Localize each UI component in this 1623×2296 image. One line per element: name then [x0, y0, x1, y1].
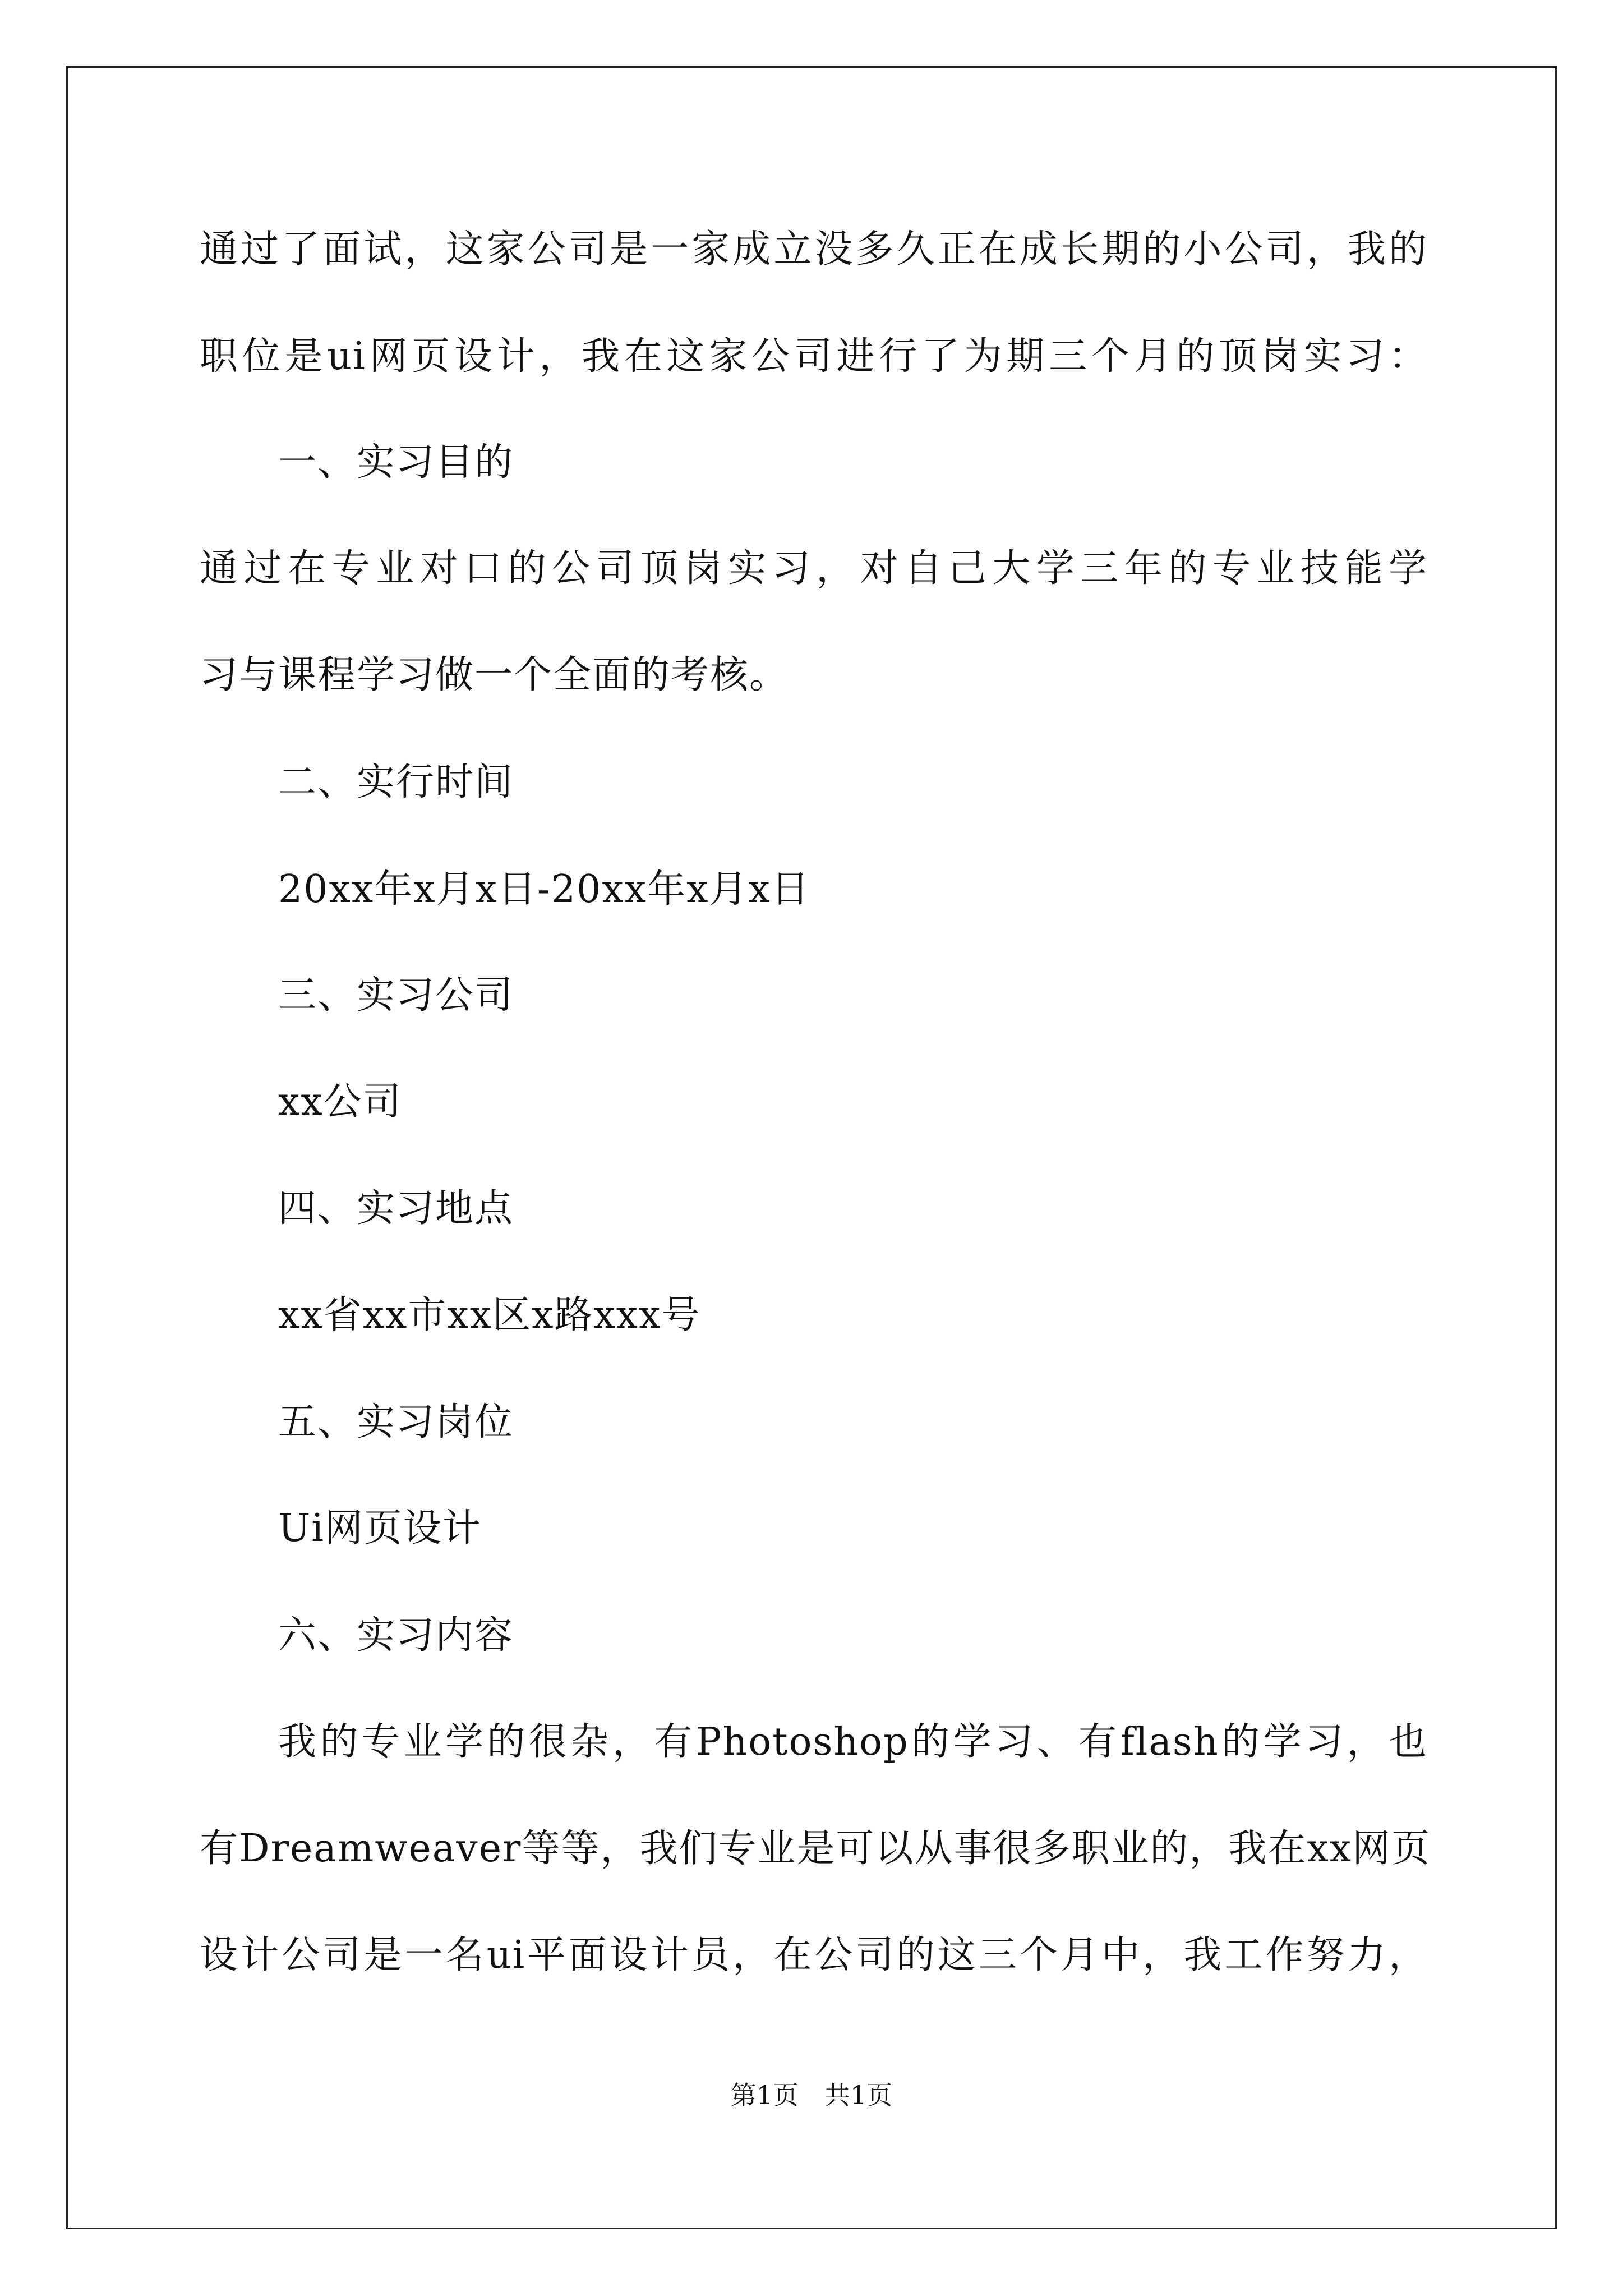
section-body: xx省xx市xx区x路xxx号	[278, 1293, 701, 1337]
paragraph-line: 通过在专业对口的公司顶岗实习，对自己大学三年的专业技能学	[200, 546, 1428, 591]
paragraph-line: 有Dreamweaver等等，我们专业是可以从事很多职业的，我在xx网页	[200, 1826, 1431, 1871]
section-body: xx公司	[278, 1080, 402, 1124]
section-heading: 五、实习岗位	[278, 1400, 514, 1444]
paragraph-line: 通过了面试，这家公司是一家成立没多久正在成长期的小公司，我的	[200, 227, 1428, 272]
paragraph-line: 习与课程学习做一个全面的考核。	[200, 653, 789, 697]
section-body: 20xx年x月x日-20xx年x月x日	[278, 867, 810, 912]
section-heading: 六、实习内容	[278, 1613, 514, 1658]
paragraph-line: 设计公司是一名ui平面设计员，在公司的这三个月中，我工作努力，	[200, 1933, 1428, 1977]
section-heading: 三、实习公司	[278, 973, 514, 1018]
section-heading: 四、实习地点	[278, 1186, 514, 1231]
page-footer: 第1页 共1页	[730, 2080, 893, 2110]
page-border	[66, 66, 1557, 2229]
paragraph-line: 职位是ui网页设计，我在这家公司进行了为期三个月的顶岗实习：	[200, 334, 1428, 379]
section-heading: 一、实习目的	[278, 440, 514, 485]
paragraph-line: 我的专业学的很杂，有Photoshop的学习、有flash的学习，也	[278, 1720, 1428, 1764]
section-body: Ui网页设计	[278, 1506, 482, 1550]
section-heading: 二、实行时间	[278, 760, 514, 804]
